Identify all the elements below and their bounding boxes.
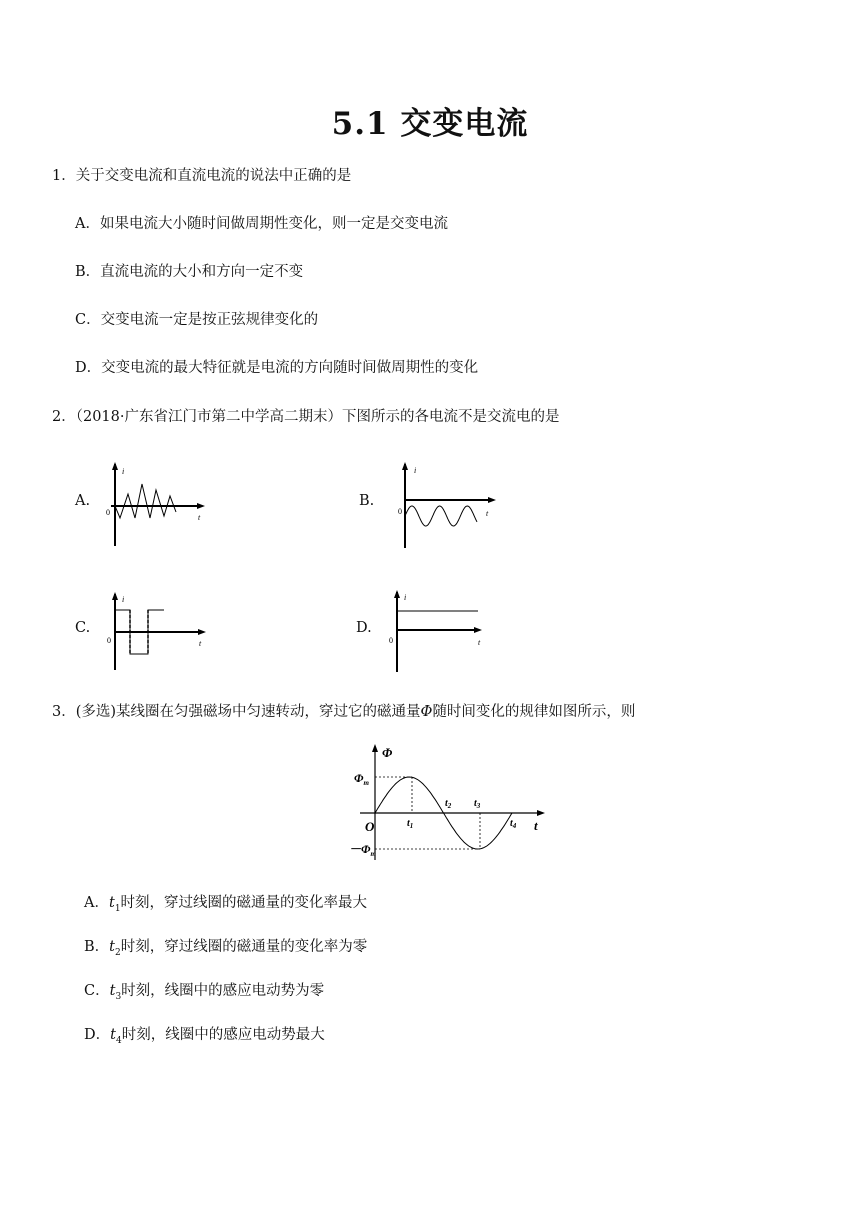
question-1-stem: 1．关于交变电流和直流电流的说法中正确的是 (52, 168, 352, 184)
question-2-stem: 2．（2018·广东省江门市第二中学高二期末）下图所示的各电流不是交流电的是 (52, 409, 560, 425)
option-label: A． (75, 216, 100, 232)
t-axis-label: t (198, 513, 201, 522)
i-axis-label: i (404, 593, 407, 602)
q3-option-d[interactable] (84, 1023, 325, 1046)
option-label: D． (84, 1027, 111, 1043)
t3-label: $t_3$ (474, 798, 481, 810)
option-label: C． (75, 312, 101, 328)
t4-label: $t_4$ (510, 818, 517, 830)
option-text: 时刻，线圈中的感应电动势最大 (121, 1027, 325, 1043)
option-label: B． (84, 939, 110, 955)
x-axis-label: t (534, 818, 538, 833)
t-symbol: t (108, 895, 115, 911)
option-label: B． (75, 264, 101, 280)
stem-suffix: 随时间变化的规律如图所示，则 (432, 704, 636, 720)
stem-prefix: 3．(多选)某线圈在匀强磁场中匀速转动，穿过它的磁通量 (52, 704, 421, 720)
t-axis-label: t (478, 638, 481, 647)
q2-option-b-label[interactable]: B. (359, 493, 375, 509)
q2-option-a-label[interactable]: A. (75, 493, 91, 509)
question-3-stem (52, 700, 635, 721)
option-text: 时刻，线圈中的感应电动势为零 (121, 983, 325, 999)
origin-label: 0 (389, 636, 393, 645)
page-title: 5.1 交变电流 (331, 106, 529, 142)
option-text: 交变电流一定是按正弦规律变化的 (100, 312, 319, 328)
t-subscript: 4 (115, 1035, 122, 1046)
t-symbol: t (109, 939, 115, 955)
option-label: A． (84, 895, 109, 911)
origin-label: 0 (107, 636, 111, 645)
t-subscript: 2 (114, 947, 121, 958)
option-text: 如果电流大小随时间做周期性变化，则一定是交变电流 (99, 216, 448, 232)
neg-phi-m-label: $-\Phi_m$ (349, 842, 376, 858)
option-label: C． (84, 983, 110, 999)
q3-option-b[interactable] (84, 935, 367, 958)
t-symbol: t (110, 1027, 116, 1043)
t1-label: $t_1$ (407, 818, 414, 830)
q1-option-a[interactable] (75, 212, 448, 233)
option-text: 时刻，穿过线圈的磁通量的变化率最大 (120, 895, 368, 911)
t-axis-label: t (199, 639, 202, 648)
constant-dc-graph[interactable] (382, 588, 494, 674)
q1-option-d[interactable] (75, 356, 478, 377)
t2-label: $t_2$ (445, 798, 452, 810)
negative-sine-wave-graph[interactable] (390, 460, 502, 550)
option-text: 时刻，穿过线圈的磁通量的变化率为零 (120, 939, 368, 955)
t-subscript: 1 (114, 903, 121, 914)
i-axis-label: i (122, 595, 125, 604)
t-symbol: t (109, 983, 116, 999)
q3-option-c[interactable] (84, 979, 324, 1002)
square-wave-graph[interactable] (100, 590, 212, 672)
phi-m-label: $\Phi_m$ (354, 771, 369, 787)
i-axis-label: i (414, 466, 417, 475)
q2-option-c-label[interactable]: C. (75, 620, 91, 636)
q1-option-b[interactable] (75, 260, 303, 281)
option-text: 交变电流的最大特征就是电流的方向随时间做周期性的变化 (101, 360, 479, 376)
q3-option-a[interactable] (84, 891, 367, 914)
i-axis-label: i (122, 467, 125, 476)
t-axis-label: t (486, 509, 489, 518)
origin-label: O (365, 819, 375, 834)
phi-symbol: Φ (420, 704, 433, 720)
option-text: 直流电流的大小和方向一定不变 (100, 264, 304, 280)
origin-label: 0 (106, 508, 110, 517)
flux-time-graph (349, 740, 552, 862)
q1-option-c[interactable] (75, 308, 318, 329)
y-axis-label: Φ (382, 745, 393, 760)
t-subscript: 3 (115, 991, 122, 1002)
origin-label: 0 (398, 507, 402, 516)
q2-option-d-label[interactable]: D. (356, 620, 372, 636)
option-label: D． (75, 360, 102, 376)
damped-triangle-wave-graph[interactable] (98, 460, 210, 550)
